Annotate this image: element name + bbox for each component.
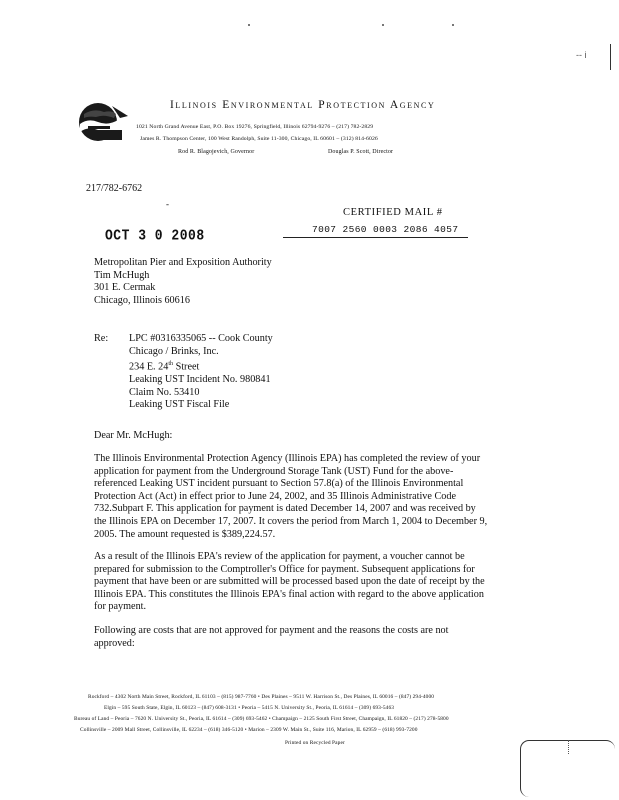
footer-row-1: Rockford – 4302 North Main Street, Rockford, IL 61103 – (815) 987-7760 • Des Plaines – 9511 W. Harrison St., Des Plaines, IL 60016 – (847) 294-4000 — [88, 694, 435, 700]
re-line-street — [129, 358, 273, 374]
side-dot: - — [166, 199, 169, 209]
scan-speck — [382, 24, 384, 26]
paragraph-line: prepared for submission to the Comptroller's Office for payment. Subsequent applications for — [94, 563, 475, 575]
paragraph-line: As a result of the Illinois EPA's review of the application for payment, a voucher cannot be — [94, 551, 465, 562]
street-number: 234 E. 24 — [129, 361, 169, 373]
address-line-2: James R. Thompson Center, 100 West Randolph, Suite 11-300, Chicago, IL 60601 – (312) 814-6026 — [140, 136, 378, 142]
edge-line — [610, 44, 611, 70]
paragraph-line: approved: — [94, 637, 135, 649]
recycled-paper-note: Printed on Recycled Paper — [285, 740, 345, 746]
address-line-1: 1021 North Grand Avenue East, P.O. Box 19276, Springfield, Illinois 62794-9276 – (217) 782-2829 — [136, 124, 374, 130]
logo-icon — [68, 100, 134, 144]
paragraph-line: for payment. — [94, 601, 147, 613]
recipient-line: Metropolitan Pier and Exposition Authority — [94, 257, 272, 268]
paragraph-costs — [94, 625, 448, 650]
recipient-line: 301 E. Cermak — [94, 282, 156, 294]
re-line-incident: Leaking UST Incident No. 980841 — [129, 374, 271, 386]
salutation: Dear Mr. McHugh: — [94, 430, 173, 441]
paragraph-line: 2005. The amount requested is $389,224.57. — [94, 528, 276, 540]
re-line-lpc: LPC #0316335065 -- Cook County — [129, 333, 273, 344]
footer-row-2: Elgin – 595 South State, Elgin, IL 60123 – (847) 608-3131 • Peoria – 5415 N. University St., Peoria, IL 61614 – (309) 693-5463 — [104, 705, 395, 711]
director: Douglas P. Scott, Director — [328, 149, 394, 155]
paragraph-line: 732.Subpart F. This application for payment is dated December 14, 2007 and was received by — [94, 503, 476, 515]
re-line-site: Chicago / Brinks, Inc. — [129, 345, 219, 357]
footer-row-4: Collinsville – 2009 Mall Street, Collinsville, IL 62234 – (618) 346-5120 • Marion – 2309 W. Main St., Suite 116, Marion, IL 62959 – (618) 993-7200 — [80, 727, 418, 733]
re-label: Re: — [94, 333, 109, 344]
governor: Rod R. Blagojevich, Governor — [178, 149, 255, 155]
illinois-epa-logo — [68, 100, 134, 144]
paragraph-line: referenced Leaking UST incident pursuant to Section 57.8(a) of the Illinois Environmental — [94, 478, 464, 490]
street-sup: th — [168, 361, 174, 368]
scan-frame-dots — [568, 740, 570, 754]
footer-row-3: Bureau of Land – Peoria – 7620 N. University St., Peoria, IL 61614 – (309) 693-5462 • Champaign – 2125 South First Street, Champaign, IL 61820 – (217) 278-5800 — [74, 716, 449, 722]
corner-mark: -- i — [576, 50, 587, 60]
paragraph-result — [94, 551, 485, 614]
recipient-address — [94, 257, 272, 307]
paragraph-line: Protection Act (Act) in effect prior to June 24, 2002, and 35 Illinois Administrative Code — [94, 490, 456, 502]
date-stamp: OCT 3 0 2008 — [105, 226, 205, 245]
paragraph-review — [94, 453, 487, 541]
re-line-file: Leaking UST Fiscal File — [129, 399, 230, 411]
paragraph-line: Following are costs that are not approved for payment and the reasons the costs are not — [94, 625, 449, 636]
scan-speck — [452, 24, 454, 26]
paragraph-line: The Illinois Environmental Protection Agency (Illinois EPA) has completed the review of your — [94, 453, 481, 464]
agency-name: Illinois Environmental Protection Agency — [170, 99, 436, 111]
paragraph-line: application for payment from the Underground Storage Tank (UST) Fund for the above- — [94, 465, 454, 477]
paragraph-line: payment that have been or are submitted will be processed based upon the date of receipt by the — [94, 576, 485, 588]
certified-mail-number: 7007 2560 0003 2086 4057 — [312, 224, 459, 235]
phone-number: 217/782-6762 — [86, 183, 143, 194]
re-line-claim: Claim No. 53410 — [129, 386, 200, 398]
recipient-line: Chicago, Illinois 60616 — [94, 294, 190, 306]
paragraph-line: the Illinois EPA on December 17, 2007. It covers the period from March 1, 2004 to December 9, — [94, 515, 488, 527]
certified-mail-label: CERTIFIED MAIL # — [343, 207, 443, 218]
street-rest: Street — [173, 361, 200, 373]
paragraph-line: Illinois EPA. This constitutes the Illinois EPA's final action with regard to the above application — [94, 588, 484, 600]
recipient-line: Tim McHugh — [94, 269, 150, 281]
re-block — [129, 333, 273, 412]
scan-speck — [248, 24, 250, 26]
certified-underline — [283, 237, 468, 238]
